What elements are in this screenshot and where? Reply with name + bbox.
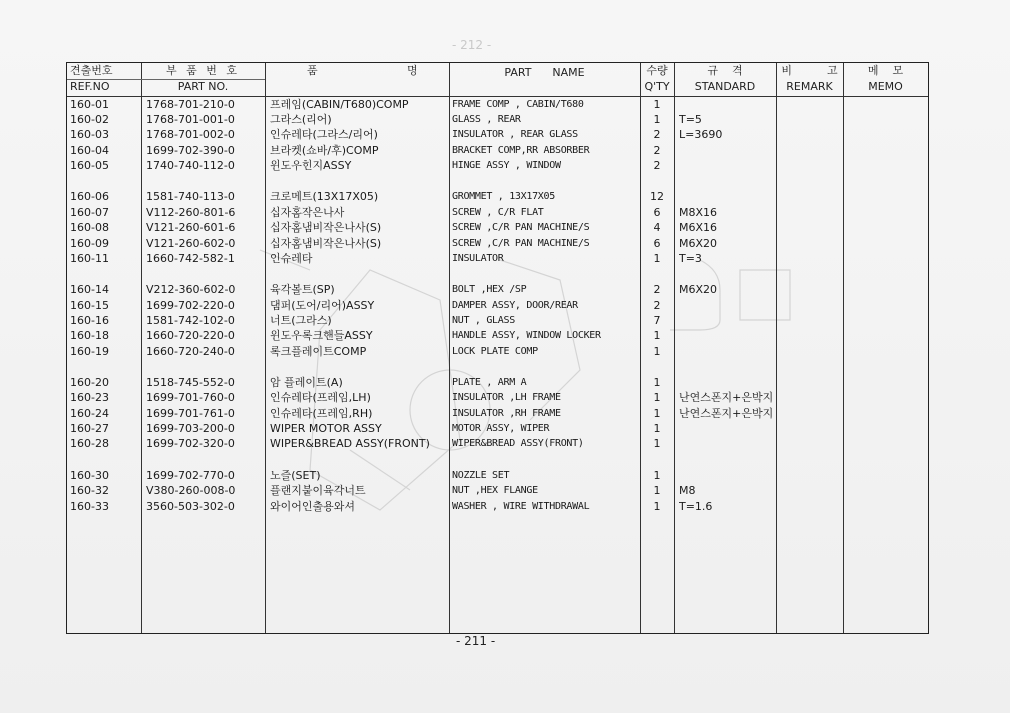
cell-part-no: 1660-720-240-0 bbox=[146, 345, 235, 358]
cell-name-en: NUT ,HEX FLANGE bbox=[452, 485, 538, 496]
table-row bbox=[67, 328, 928, 343]
page-number: - 211 - bbox=[456, 634, 496, 648]
cell-standard: L=3690 bbox=[679, 128, 723, 141]
cell-name-en: SCREW ,C/R PAN MACHINE/S bbox=[452, 222, 590, 233]
header-remark-kr: 비 고 bbox=[781, 64, 838, 77]
cell-name-kr: 십자홈냄비작은나사(S) bbox=[270, 237, 382, 250]
cell-standard: T=3 bbox=[679, 252, 702, 265]
cell-qty: 2 bbox=[653, 283, 661, 296]
cell-ref: 160-16 bbox=[70, 314, 109, 327]
cell-name-kr: 윈도우힌지ASSY bbox=[270, 159, 352, 172]
cell-part-no: 1699-701-760-0 bbox=[146, 391, 235, 404]
parts-table bbox=[66, 62, 929, 634]
header-ref-en: REF.NO bbox=[70, 80, 110, 93]
cell-ref: 160-03 bbox=[70, 128, 109, 141]
cell-qty: 1 bbox=[653, 376, 661, 389]
cell-qty: 1 bbox=[653, 98, 661, 111]
header-remark-en: REMARK bbox=[786, 80, 833, 93]
cell-name-en: FRAME COMP , CABIN/T680 bbox=[452, 99, 584, 110]
cell-part-no: 1768-701-002-0 bbox=[146, 128, 235, 141]
cell-ref: 160-08 bbox=[70, 221, 109, 234]
cell-standard: 난연스폰지+은박지 bbox=[679, 407, 774, 420]
header-std-kr: 규 격 bbox=[707, 64, 743, 77]
cell-name-kr: 윈도우록크핸들ASSY bbox=[270, 329, 373, 342]
cell-name-en: WASHER , WIRE WITHDRAWAL bbox=[452, 501, 590, 512]
cell-name-en: DAMPER ASSY, DOOR/REAR bbox=[452, 300, 578, 311]
cell-name-en: MOTOR ASSY, WIPER bbox=[452, 423, 550, 434]
header-std-en: STANDARD bbox=[694, 80, 756, 93]
header-memo-en: MEMO bbox=[868, 80, 903, 93]
table-row bbox=[67, 251, 928, 266]
cell-qty: 2 bbox=[653, 299, 661, 312]
cell-part-no: 1768-701-210-0 bbox=[146, 98, 235, 111]
header-ref-kr: 견출번호 bbox=[70, 64, 113, 77]
cell-standard: 난연스폰지+은박지 bbox=[679, 391, 774, 404]
table-row bbox=[67, 236, 928, 251]
cell-qty: 1 bbox=[653, 500, 661, 513]
cell-ref: 160-07 bbox=[70, 206, 109, 219]
table-row bbox=[67, 205, 928, 220]
cell-qty: 1 bbox=[653, 437, 661, 450]
cell-name-en: WIPER&BREAD ASSY(FRONT) bbox=[452, 438, 584, 449]
table-row bbox=[67, 189, 928, 204]
header-name-kr-2: 명 bbox=[407, 64, 418, 77]
header-part-name: PART NAME bbox=[504, 66, 585, 79]
cell-qty: 1 bbox=[653, 329, 661, 342]
cell-qty: 1 bbox=[653, 391, 661, 404]
cell-name-kr: 인슈레타(그라스/리어) bbox=[270, 128, 378, 141]
cell-standard: T=5 bbox=[679, 113, 702, 126]
cell-part-no: V380-260-008-0 bbox=[146, 484, 236, 497]
table-row bbox=[67, 406, 928, 421]
cell-standard: M8X16 bbox=[679, 206, 718, 219]
cell-name-en: INSULATOR , REAR GLASS bbox=[452, 129, 578, 140]
cell-ref: 160-11 bbox=[70, 252, 109, 265]
cell-part-no: 1581-742-102-0 bbox=[146, 314, 235, 327]
cell-name-kr: 노즐(SET) bbox=[270, 469, 321, 482]
cell-ref: 160-32 bbox=[70, 484, 109, 497]
cell-name-kr: 인슈레타(프레임,RH) bbox=[270, 407, 373, 420]
cell-name-kr: 플랜지붙이육각너트 bbox=[270, 484, 366, 497]
cell-name-en: GROMMET , 13X17X05 bbox=[452, 191, 555, 202]
cell-part-no: 1660-720-220-0 bbox=[146, 329, 235, 342]
table-row bbox=[67, 421, 928, 436]
cell-qty: 6 bbox=[653, 206, 661, 219]
header-partno-en: PART NO. bbox=[177, 80, 229, 93]
cell-name-en: GLASS , REAR bbox=[452, 114, 521, 125]
cell-name-en: INSULATOR ,LH FRAME bbox=[452, 392, 561, 403]
cell-name-en: BRACKET COMP,RR ABSORBER bbox=[452, 145, 590, 156]
cell-ref: 160-28 bbox=[70, 437, 109, 450]
cell-name-kr: 십자홈작은나사 bbox=[270, 206, 345, 219]
cell-part-no: 1581-740-113-0 bbox=[146, 190, 235, 203]
table-row bbox=[67, 298, 928, 313]
table-row bbox=[67, 143, 928, 158]
cell-standard: M6X16 bbox=[679, 221, 718, 234]
cell-part-no: V212-360-602-0 bbox=[146, 283, 236, 296]
cell-name-kr: 프레임(CABIN/T680)COMP bbox=[270, 98, 409, 111]
cell-standard: M6X20 bbox=[679, 283, 718, 296]
cell-qty: 1 bbox=[653, 407, 661, 420]
cell-name-en: BOLT ,HEX /SP bbox=[452, 284, 527, 295]
cell-part-no: 1768-701-001-0 bbox=[146, 113, 235, 126]
cell-name-en: SCREW , C/R FLAT bbox=[452, 207, 544, 218]
table-row bbox=[67, 97, 928, 112]
cell-name-en: LOCK PLATE COMP bbox=[452, 346, 538, 357]
cell-name-kr: 육각볼트(SP) bbox=[270, 283, 335, 296]
cell-ref: 160-05 bbox=[70, 159, 109, 172]
cell-part-no: V121-260-601-6 bbox=[146, 221, 236, 234]
table-row bbox=[67, 313, 928, 328]
table-row bbox=[67, 499, 928, 514]
cell-name-en: NUT , GLASS bbox=[452, 315, 515, 326]
cell-standard: T=1.6 bbox=[679, 500, 713, 513]
cell-name-kr: WIPER MOTOR ASSY bbox=[270, 422, 382, 435]
cell-qty: 2 bbox=[653, 144, 661, 157]
cell-name-kr: 댐퍼(도어/리어)ASSY bbox=[270, 299, 375, 312]
table-row bbox=[67, 220, 928, 235]
header-name-kr-1: 품 bbox=[307, 64, 318, 77]
table-row bbox=[67, 112, 928, 127]
table-row bbox=[67, 158, 928, 173]
cell-name-kr: 록크플레이트COMP bbox=[270, 345, 367, 358]
cell-name-kr: 그라스(리어) bbox=[270, 113, 332, 126]
cell-qty: 6 bbox=[653, 237, 661, 250]
cell-name-en: PLATE , ARM A bbox=[452, 377, 527, 388]
cell-part-no: 1660-742-582-1 bbox=[146, 252, 235, 265]
cell-qty: 1 bbox=[653, 469, 661, 482]
cell-qty: 1 bbox=[653, 422, 661, 435]
cell-part-no: 1699-701-761-0 bbox=[146, 407, 235, 420]
cell-name-en: HINGE ASSY , WINDOW bbox=[452, 160, 561, 171]
cell-part-no: 1699-702-320-0 bbox=[146, 437, 235, 450]
cell-standard: M8 bbox=[679, 484, 696, 497]
cell-qty: 1 bbox=[653, 345, 661, 358]
cell-qty: 2 bbox=[653, 159, 661, 172]
cell-part-no: 1699-702-390-0 bbox=[146, 144, 235, 157]
cell-qty: 1 bbox=[653, 252, 661, 265]
cell-ref: 160-20 bbox=[70, 376, 109, 389]
table-row bbox=[67, 436, 928, 451]
table-row bbox=[67, 127, 928, 142]
cell-standard: M6X20 bbox=[679, 237, 718, 250]
table-row bbox=[67, 344, 928, 359]
cell-ref: 160-33 bbox=[70, 500, 109, 513]
cell-ref: 160-04 bbox=[70, 144, 109, 157]
cell-ref: 160-15 bbox=[70, 299, 109, 312]
cell-ref: 160-06 bbox=[70, 190, 109, 203]
cell-part-no: V121-260-602-0 bbox=[146, 237, 236, 250]
table-row bbox=[67, 375, 928, 390]
cell-name-en: HANDLE ASSY, WINDOW LOCKER bbox=[452, 330, 601, 341]
cell-name-kr: 암 플레이트(A) bbox=[270, 376, 343, 389]
header-qty-kr: 수량 bbox=[646, 64, 668, 77]
header-memo-kr: 메 모 bbox=[867, 64, 904, 77]
cell-ref: 160-02 bbox=[70, 113, 109, 126]
cell-part-no: 1699-702-220-0 bbox=[146, 299, 235, 312]
cell-qty: 4 bbox=[653, 221, 661, 234]
header-partno-kr: 부 품 번 호 bbox=[166, 64, 240, 77]
cell-ref: 160-14 bbox=[70, 283, 109, 296]
cell-ref: 160-19 bbox=[70, 345, 109, 358]
cell-ref: 160-01 bbox=[70, 98, 109, 111]
table-row bbox=[67, 483, 928, 498]
cell-ref: 160-24 bbox=[70, 407, 109, 420]
cell-qty: 12 bbox=[650, 190, 664, 203]
cell-qty: 7 bbox=[653, 314, 661, 327]
cell-name-kr: 십자홈냄비작은나사(S) bbox=[270, 221, 382, 234]
cell-part-no: V112-260-801-6 bbox=[146, 206, 236, 219]
cell-name-kr: 브라켓(쇼바/후)COMP bbox=[270, 144, 379, 157]
cell-qty: 2 bbox=[653, 128, 661, 141]
cell-ref: 160-23 bbox=[70, 391, 109, 404]
table-row bbox=[67, 282, 928, 297]
cell-part-no: 1699-703-200-0 bbox=[146, 422, 235, 435]
cell-part-no: 1740-740-112-0 bbox=[146, 159, 235, 172]
cell-part-no: 1699-702-770-0 bbox=[146, 469, 235, 482]
cell-name-kr: 인슈레타(프레임,LH) bbox=[270, 391, 371, 404]
cell-ref: 160-30 bbox=[70, 469, 109, 482]
cell-name-kr: 와이어인출용와셔 bbox=[270, 500, 356, 513]
cell-qty: 1 bbox=[653, 113, 661, 126]
table-row bbox=[67, 390, 928, 405]
bleed-through-page-number: - 212 - bbox=[452, 38, 492, 52]
cell-name-kr: 너트(그라스) bbox=[270, 314, 332, 327]
cell-part-no: 1518-745-552-0 bbox=[146, 376, 235, 389]
cell-ref: 160-18 bbox=[70, 329, 109, 342]
cell-name-kr: 인슈레타 bbox=[270, 252, 313, 265]
table-row bbox=[67, 468, 928, 483]
cell-ref: 160-27 bbox=[70, 422, 109, 435]
cell-name-en: INSULATOR ,RH FRAME bbox=[452, 408, 561, 419]
cell-name-kr: WIPER&BREAD ASSY(FRONT) bbox=[270, 437, 430, 450]
cell-name-en: INSULATOR bbox=[452, 253, 504, 264]
header-qty-en: Q'TY bbox=[644, 80, 670, 93]
cell-name-en: SCREW ,C/R PAN MACHINE/S bbox=[452, 238, 590, 249]
cell-name-en: NOZZLE SET bbox=[452, 470, 510, 481]
cell-part-no: 3560-503-302-0 bbox=[146, 500, 235, 513]
cell-name-kr: 크로메트(13X17X05) bbox=[270, 190, 379, 203]
cell-qty: 1 bbox=[653, 484, 661, 497]
cell-ref: 160-09 bbox=[70, 237, 109, 250]
